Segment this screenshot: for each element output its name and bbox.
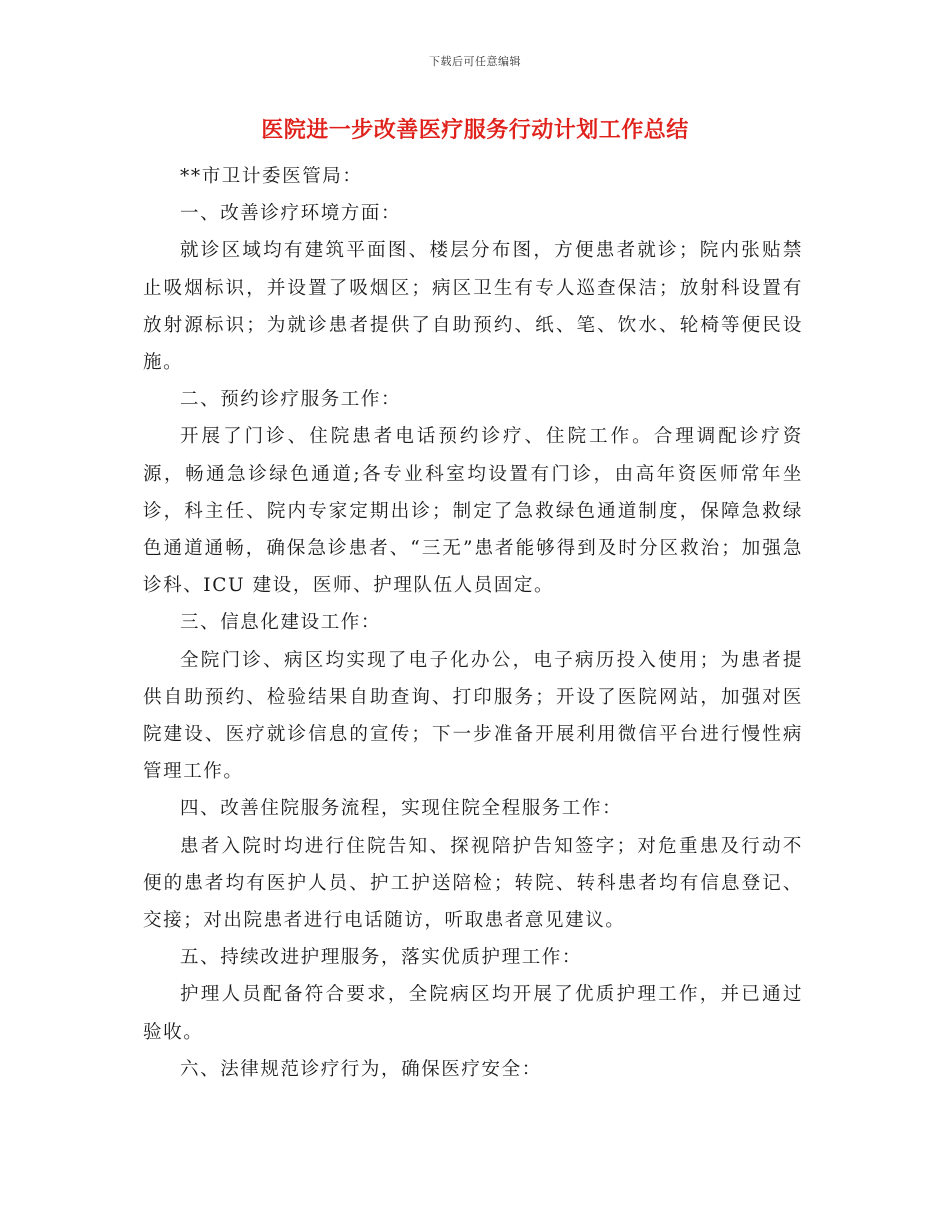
section-heading-2: 二、预约诊疗服务工作： xyxy=(180,389,402,411)
section-heading-5: 五、持续改进护理服务，落实优质护理工作： xyxy=(180,947,583,969)
paragraph-nursing: 护理人员配备符合要求，全院病区均开展了优质护理工作，并已通过验收。 xyxy=(143,984,803,1043)
paragraph-inpatient-service: 患者入院时均进行住院告知、探视陪护告知签字；对危重患及行动不便的患者均有医护人员、护工护送陪检；转院、转科患者均有信息登记、交接；对出院患者进行电话随访，听取患者意见建议。 xyxy=(143,835,803,932)
document-title: 医院进一步改善医疗服务行动计划工作总结 xyxy=(261,117,689,143)
section-heading-4: 四、改善住院服务流程，实现住院全程服务工作： xyxy=(180,798,623,820)
section-heading-6: 六、法律规范诊疗行为，确保医疗安全： xyxy=(180,1058,542,1080)
paragraph-appointment: 开展了门诊、住院患者电话预约诊疗、住院工作。合理调配诊疗资源，畅通急诊绿色通道;各专业科室均设置有门诊，由高年资医师常年坐诊，科主任、院内专家定期出诊；制定了急救绿色通道制度，保障急救绿色通道通畅，确保急诊患者、“三无”患者能够得到及时分区救治；加强急诊科、ICU 建设，医师、护理队伍人员固定。 xyxy=(143,426,803,597)
document-body xyxy=(143,158,803,1088)
paragraph-environment: 就诊区域均有建筑平面图、楼层分布图，方便患者就诊；院内张贴禁止吸烟标识，并设置了吸烟区；病区卫生有专人巡查保洁；放射科设置有放射源标识；为就诊患者提供了自助预约、纸、笔、饮水、轮椅等便民设施。 xyxy=(143,240,803,374)
paragraph-informatization: 全院门诊、病区均实现了电子化办公，电子病历投入使用；为患者提供自助预约、检验结果自助查询、打印服务；开设了医院网站，加强对医院建设、医疗就诊信息的宣传；下一步准备开展利用微信平台进行慢性病管理工作。 xyxy=(143,649,803,783)
salutation: **市卫计委医管局： xyxy=(180,166,363,187)
section-heading-3: 三、信息化建设工作： xyxy=(180,612,382,634)
header-note: 下载后可任意编辑 xyxy=(429,55,521,68)
section-heading-1: 一、改善诊疗环境方面： xyxy=(180,203,402,225)
